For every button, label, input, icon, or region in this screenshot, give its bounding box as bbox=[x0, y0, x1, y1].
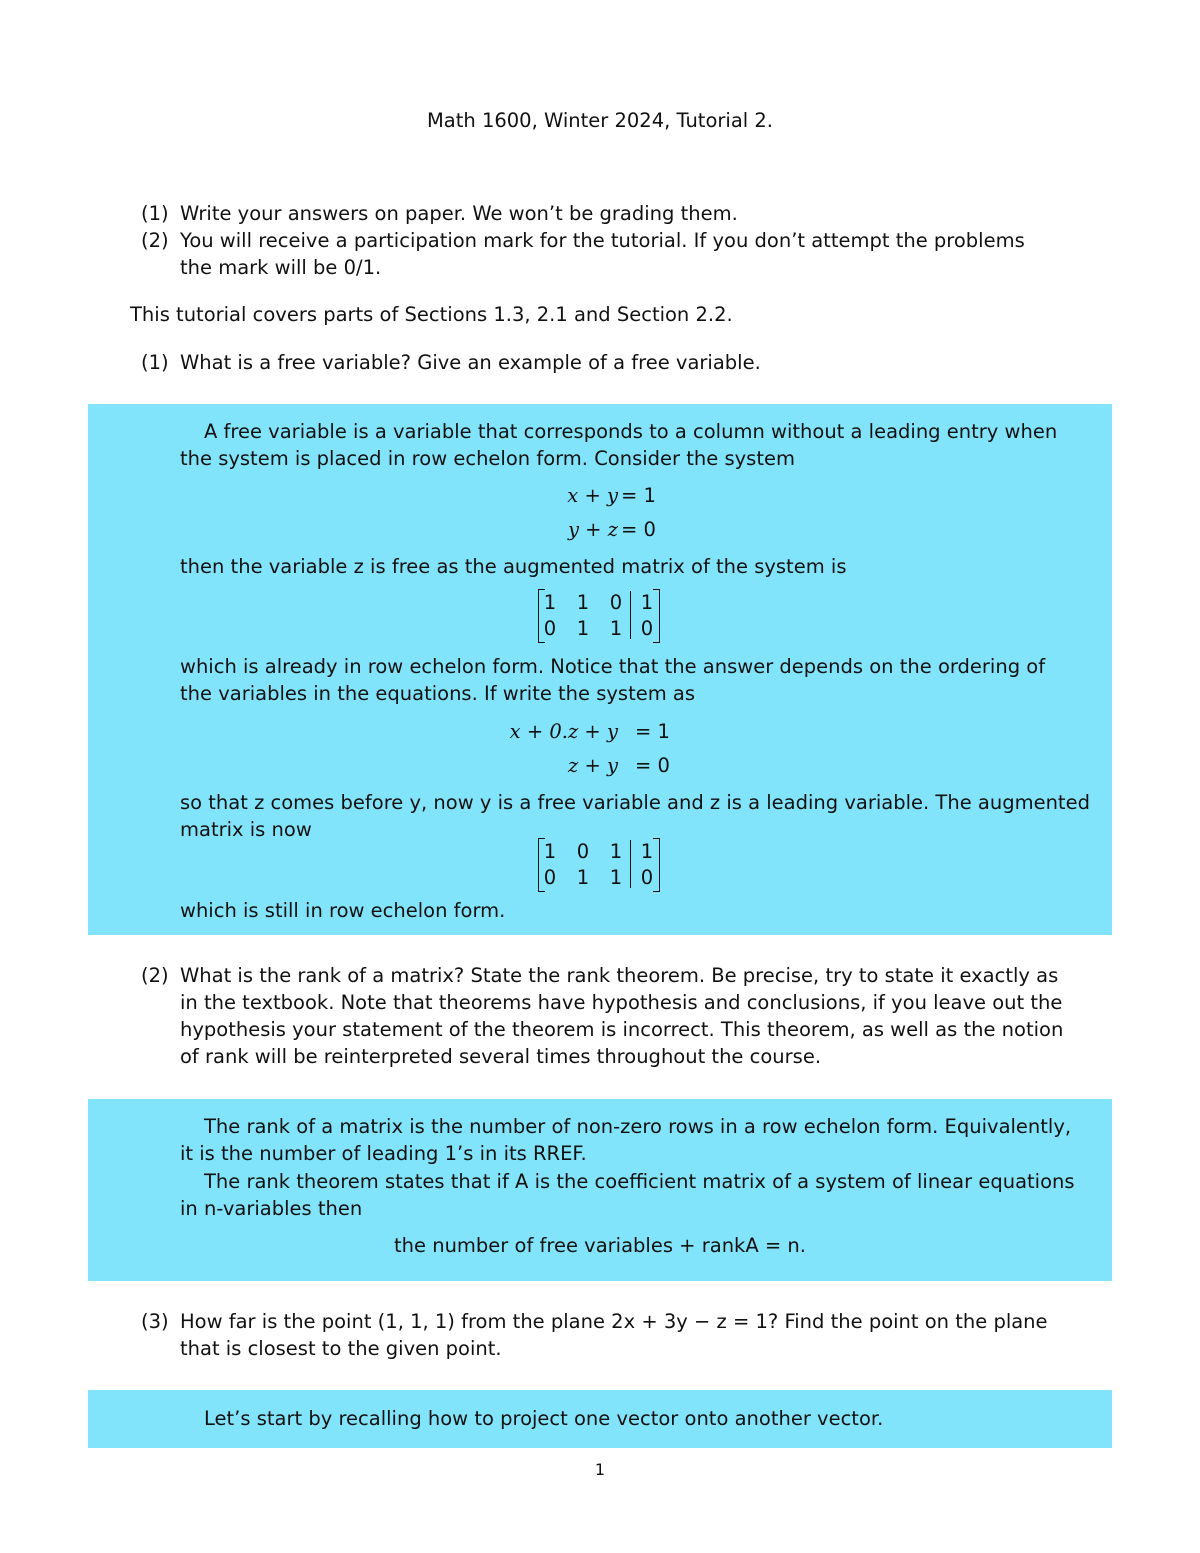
answer-2-line-1: The rank of a matrix is the number of non-zero rows in a row echelon form. Equivalently, bbox=[204, 1115, 1072, 1138]
matrix-cell: 1 bbox=[609, 866, 623, 889]
answer-2-line-3: The rank theorem states that if A is the coefficient matrix of a system of linear equations bbox=[204, 1170, 1075, 1193]
answer-1-para-4-line-1: so that z comes before y, now y is a free variable and z is a leading variable. The augmented bbox=[180, 791, 1090, 814]
instruction-item-2 bbox=[133, 227, 1095, 281]
matrix-cell: 0 bbox=[576, 840, 590, 863]
matrix-cell: 1 bbox=[576, 591, 590, 614]
answer-3-line-1: Let’s start by recalling how to project one vector onto another vector. bbox=[204, 1407, 884, 1430]
instruction-text: Write your answers on paper. We won’t be grading them. bbox=[180, 202, 738, 225]
matrix-cell: 1 bbox=[640, 591, 654, 614]
page-number: 1 bbox=[594, 1460, 606, 1479]
instruction-text-line-2: the mark will be 0/1. bbox=[180, 256, 382, 279]
augment-bar bbox=[630, 840, 631, 888]
question-2 bbox=[133, 962, 1095, 1070]
matrix-cell: 1 bbox=[609, 617, 623, 640]
answer-1-para-2: then the variable z is free as the augmented matrix of the system is bbox=[180, 555, 847, 578]
question-text-line-3: hypothesis your statement of the theorem is incorrect. This theorem, as well as the notion bbox=[180, 1018, 1064, 1041]
answer-1-para-3-line-2: the variables in the equations. If write the system as bbox=[180, 682, 696, 705]
question-text-line-2: in the textbook. Note that theorems have hypothesis and conclusions, if you leave out the bbox=[180, 991, 1063, 1014]
question-1 bbox=[133, 349, 1095, 376]
question-text-line-4: of rank will be reinterpreted several times throughout the course. bbox=[180, 1045, 822, 1068]
instruction-text-line-1: You will receive a participation mark for the tutorial. If you don’t attempt the problems bbox=[180, 229, 1025, 252]
matrix-cell: 1 bbox=[609, 840, 623, 863]
eq3-rhs: = 1 bbox=[635, 720, 670, 743]
matrix-cell: 0 bbox=[543, 617, 557, 640]
question-text-line-2: that is closest to the given point. bbox=[180, 1337, 502, 1360]
augmented-matrix-2 bbox=[538, 838, 660, 892]
matrix-cell: 1 bbox=[543, 840, 557, 863]
question-3 bbox=[133, 1308, 1095, 1362]
instruction-number: (2) bbox=[141, 229, 169, 252]
answer-1-para-4-line-2: matrix is now bbox=[180, 818, 312, 841]
eq1-rhs: = 1 bbox=[621, 484, 656, 507]
page-title: Math 1600, Winter 2024, Tutorial 2. bbox=[426, 109, 773, 132]
matrix-cell: 1 bbox=[576, 617, 590, 640]
question-text-line-1: How far is the point (1, 1, 1) from the plane 2x + 3y − z = 1? Find the point on the plane bbox=[180, 1310, 1048, 1333]
matrix-cell: 0 bbox=[543, 866, 557, 889]
eq4-rhs: = 0 bbox=[635, 754, 670, 777]
question-number: (1) bbox=[141, 351, 169, 374]
eq4-lhs: z + y bbox=[567, 754, 618, 777]
matrix-cell: 1 bbox=[576, 866, 590, 889]
answer-2-line-4: in n-variables then bbox=[180, 1197, 363, 1220]
augment-bar bbox=[630, 591, 631, 639]
matrix-cell: 0 bbox=[640, 617, 654, 640]
question-text-line-1: What is the rank of a matrix? State the rank theorem. Be precise, try to state it exactly as bbox=[180, 964, 1059, 987]
eq3-lhs: x + 0.z + y bbox=[509, 720, 618, 743]
matrix-cell: 1 bbox=[543, 591, 557, 614]
eq1-lhs: x + y bbox=[567, 484, 618, 507]
question-text: What is a free variable? Give an example of a free variable. bbox=[180, 351, 761, 374]
matrix-cell: 0 bbox=[640, 866, 654, 889]
question-number: (3) bbox=[141, 1310, 169, 1333]
matrix-cell: 0 bbox=[609, 591, 623, 614]
eq2-lhs: y + z bbox=[567, 518, 618, 541]
augmented-matrix-1 bbox=[538, 589, 660, 643]
eq2-rhs: = 0 bbox=[621, 518, 656, 541]
answer-1-para-3-line-1: which is already in row echelon form. Notice that the answer depends on the ordering of bbox=[180, 655, 1046, 678]
coverage-text: This tutorial covers parts of Sections 1.3, 2.1 and Section 2.2. bbox=[130, 303, 733, 326]
answer-1-para-1-line-2: the system is placed in row echelon form. Consider the system bbox=[180, 447, 795, 470]
answer-2-line-2: it is the number of leading 1’s in its RREF. bbox=[180, 1142, 587, 1165]
question-number: (2) bbox=[141, 964, 169, 987]
instruction-number: (1) bbox=[141, 202, 169, 225]
instruction-item-1 bbox=[133, 200, 1095, 227]
answer-1-para-5: which is still in row echelon form. bbox=[180, 899, 506, 922]
rank-theorem-formula: the number of free variables + rankA = n. bbox=[394, 1234, 806, 1257]
matrix-cell: 1 bbox=[640, 840, 654, 863]
answer-1-para-1-line-1: A free variable is a variable that corresponds to a column without a leading entry when bbox=[204, 420, 1058, 443]
